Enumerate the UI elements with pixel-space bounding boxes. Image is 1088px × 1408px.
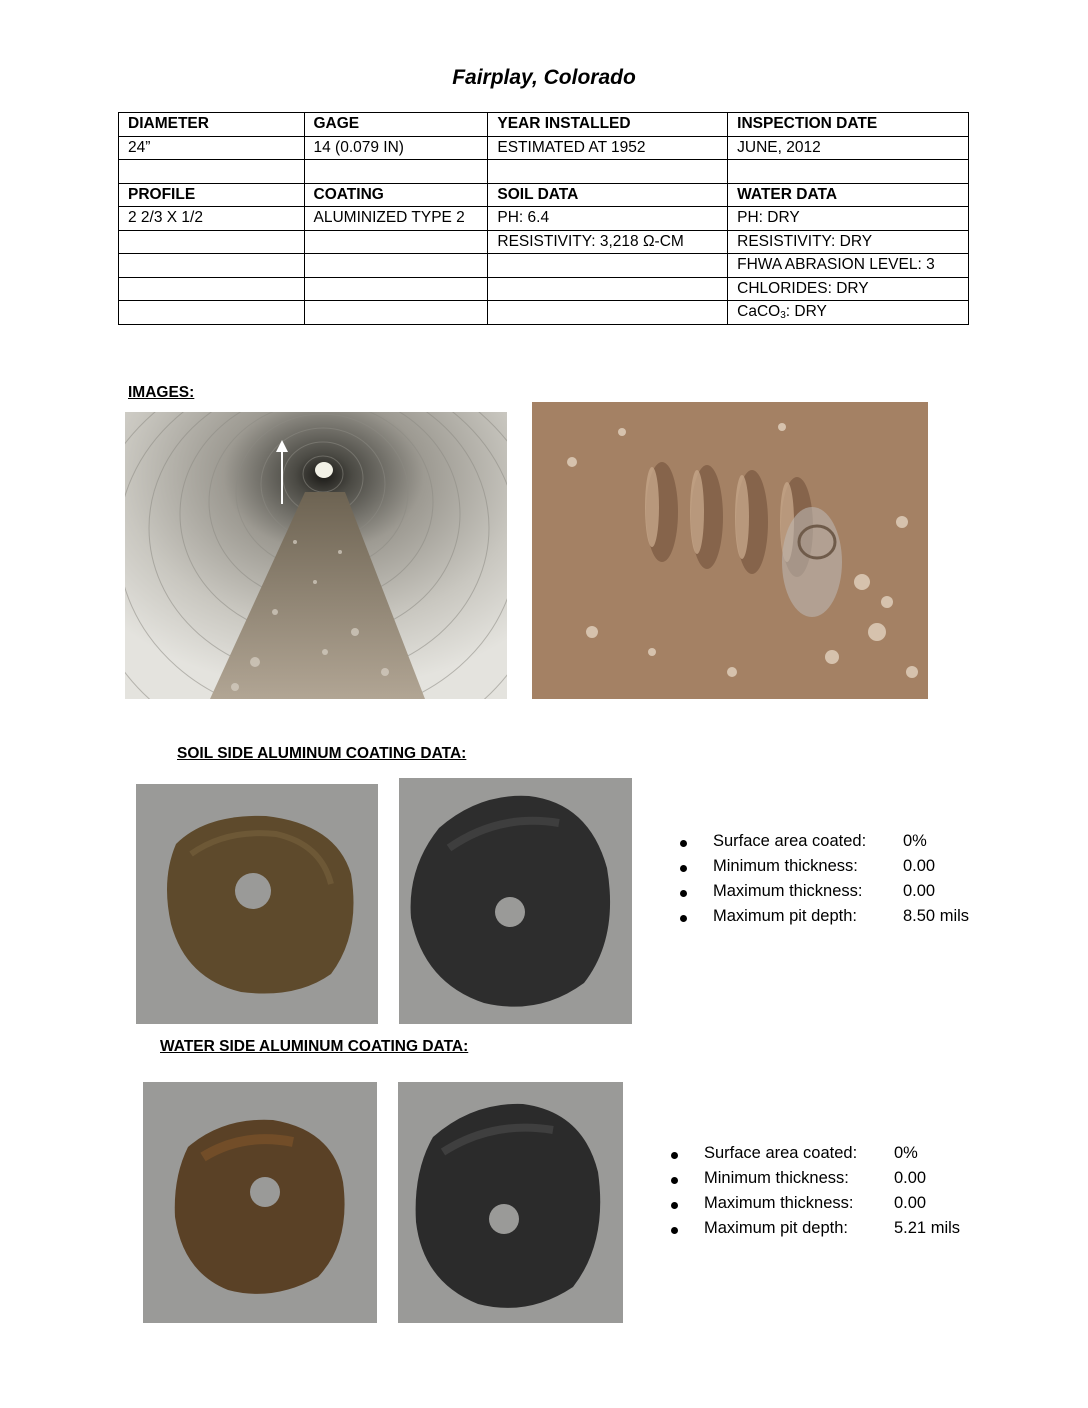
table-cell: SOIL DATA: [488, 183, 728, 207]
table-cell: [119, 160, 305, 184]
table-cell: PH: 6.4: [488, 207, 728, 231]
stat-value: 0.00: [903, 882, 936, 900]
table-cell: [488, 160, 728, 184]
table-row: [119, 113, 969, 137]
soil-side-heading: SOIL SIDE ALUMINUM COATING DATA:: [177, 745, 467, 762]
soil-closeup-photo: [532, 402, 928, 699]
table-cell: YEAR INSTALLED: [488, 113, 728, 137]
table-cell: [119, 230, 305, 254]
table-cell: RESISTIVITY: DRY: [728, 230, 969, 254]
stat-label: Maximum pit depth:: [713, 907, 857, 925]
stat-value: 0%: [903, 832, 927, 850]
table-cell: [304, 254, 488, 278]
table-cell: INSPECTION DATE: [728, 113, 969, 137]
table-cell: 2 2/3 X 1/2: [119, 207, 305, 231]
culvert-interior-photo: [125, 412, 507, 699]
stat-value: 8.50 mils: [903, 907, 970, 925]
table-row: [119, 254, 969, 278]
table-cell: ALUMINIZED TYPE 2: [304, 207, 488, 231]
soil-side-coupon-dark-photo: [399, 778, 632, 1024]
page-title: Fairplay, Colorado: [452, 66, 636, 89]
table-cell: 24”: [119, 136, 305, 160]
table-cell: JUNE, 2012: [728, 136, 969, 160]
table-cell: [728, 160, 969, 184]
table-cell: [488, 277, 728, 301]
table-cell: [488, 301, 728, 325]
table-cell: CHLORIDES: DRY: [728, 277, 969, 301]
stat-label: Surface area coated:: [713, 832, 867, 850]
stat-value: 5.21 mils: [894, 1219, 961, 1237]
stat-value: 0%: [894, 1144, 918, 1162]
bullet-icon: [680, 890, 687, 897]
caco3-label: CaCO: [737, 303, 781, 321]
soil-side-coupon-rusted-photo: [136, 784, 378, 1024]
table-cell: 14 (0.079 IN): [304, 136, 488, 160]
stat-label: Maximum thickness:: [713, 882, 863, 900]
table-cell: [119, 254, 305, 278]
table-row: [119, 183, 969, 207]
table-row: [119, 136, 969, 160]
images-heading: IMAGES:: [128, 384, 195, 401]
bullet-icon: [671, 1152, 678, 1159]
table-cell: GAGE: [304, 113, 488, 137]
table-cell: [119, 301, 305, 325]
bullet-icon: [680, 840, 687, 847]
stat-value: 0.00: [894, 1169, 927, 1187]
table-cell: [488, 254, 728, 278]
table-cell: FHWA ABRASION LEVEL: 3: [728, 254, 969, 278]
stat-label: Maximum pit depth:: [704, 1219, 848, 1237]
caco3-value: : DRY: [785, 303, 827, 321]
stat-value: 0.00: [894, 1194, 927, 1212]
bullet-icon: [671, 1202, 678, 1209]
table-row: [119, 277, 969, 301]
pipe-info-table: [118, 112, 969, 325]
table-row: [119, 160, 969, 184]
water-side-coupon-rusted-photo: [143, 1082, 377, 1323]
table-cell: COATING: [304, 183, 488, 207]
table-cell: [119, 277, 305, 301]
table-cell: [304, 160, 488, 184]
table-cell: ESTIMATED AT 1952: [488, 136, 728, 160]
bullet-icon: [671, 1227, 678, 1234]
table-cell: [304, 230, 488, 254]
stat-label: Minimum thickness:: [713, 857, 858, 875]
bullet-icon: [671, 1177, 678, 1184]
water-side-coupon-dark-photo: [398, 1082, 623, 1323]
caco3-subscript: 3: [780, 310, 786, 322]
bullet-icon: [680, 915, 687, 922]
table-cell: [304, 301, 488, 325]
stat-label: Surface area coated:: [704, 1144, 858, 1162]
table-cell: PH: DRY: [728, 207, 969, 231]
table-cell: WATER DATA: [728, 183, 969, 207]
table-row: [119, 230, 969, 254]
stat-label: Minimum thickness:: [704, 1169, 849, 1187]
stat-label: Maximum thickness:: [704, 1194, 854, 1212]
table-row: [119, 207, 969, 231]
table-cell: PROFILE: [119, 183, 305, 207]
stat-value: 0.00: [903, 857, 936, 875]
table-cell: [304, 277, 488, 301]
table-cell: [728, 301, 969, 325]
bullet-icon: [680, 865, 687, 872]
table-cell: DIAMETER: [119, 113, 305, 137]
water-side-heading: WATER SIDE ALUMINUM COATING DATA:: [160, 1038, 469, 1055]
table-row: [119, 301, 969, 325]
table-cell: RESISTIVITY: 3,218 Ω-CM: [488, 230, 728, 254]
